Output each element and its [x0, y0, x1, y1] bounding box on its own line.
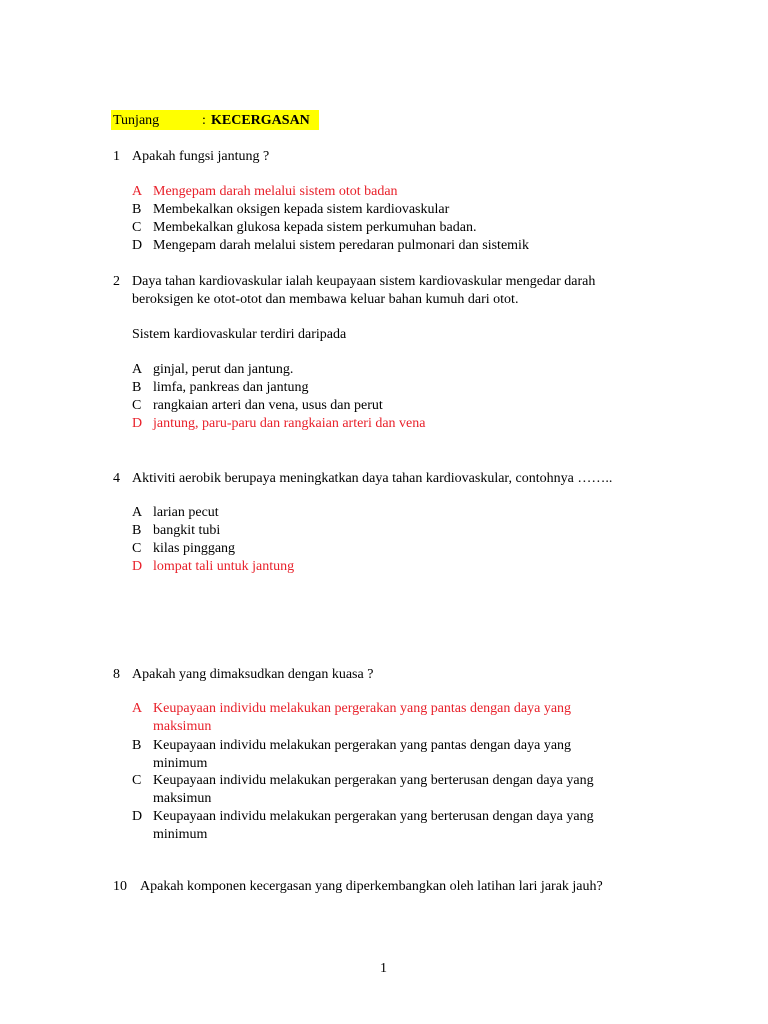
- option-letter: B: [132, 380, 142, 395]
- option-text: Mengepam darah melalui sistem otot badan: [153, 184, 398, 199]
- question-sub-stem: Sistem kardiovaskular terdiri daripada: [132, 327, 347, 342]
- option-text: rangkaian arteri dan vena, usus dan perut: [153, 398, 383, 413]
- option-text: larian pecut: [153, 505, 219, 520]
- option-letter: A: [132, 184, 143, 199]
- question-stem: beroksigen ke otot-otot dan membawa keluar bahan kumuh dari otot.: [132, 292, 519, 307]
- option-text: kilas pinggang: [153, 541, 236, 556]
- option-letter: A: [132, 362, 143, 377]
- option-letter: C: [132, 541, 142, 556]
- option-text: Keupayaan individu melakukan pergerakan yang pantas dengan daya yang: [153, 701, 572, 716]
- question-stem: Apakah yang dimaksudkan dengan kuasa ?: [132, 667, 374, 682]
- option-text: Membekalkan oksigen kepada sistem kardiovaskular: [153, 202, 450, 217]
- question-number: 4: [113, 471, 120, 486]
- option-text: limfa, pankreas dan jantung: [153, 380, 309, 395]
- topic-value: KECERGASAN: [211, 113, 310, 128]
- question-number: 2: [113, 274, 120, 289]
- option-text: Keupayaan individu melakukan pergerakan yang berterusan dengan daya yang: [153, 809, 594, 824]
- option-letter: D: [132, 416, 143, 431]
- question-stem: Apakah komponen kecergasan yang diperkembangkan oleh latihan lari jarak jauh?: [140, 879, 603, 894]
- option-letter: D: [132, 559, 143, 574]
- option-letter: A: [132, 701, 143, 716]
- option-letter: B: [132, 738, 142, 753]
- option-text: Keupayaan individu melakukan pergerakan yang pantas dengan daya yang: [153, 738, 572, 753]
- question-number: 1: [113, 149, 120, 164]
- option-text: minimum: [153, 827, 208, 842]
- option-letter: D: [132, 238, 143, 253]
- option-text: minimum: [153, 756, 208, 771]
- option-text: Mengepam darah melalui sistem peredaran pulmonari dan sistemik: [153, 238, 529, 253]
- option-letter: C: [132, 398, 142, 413]
- option-text: lompat tali untuk jantung: [153, 559, 295, 574]
- option-letter: C: [132, 220, 142, 235]
- question-stem: Aktiviti aerobik berupaya meningkatkan daya tahan kardiovaskular, contohnya ……..: [132, 471, 613, 486]
- option-text: bangkit tubi: [153, 523, 221, 538]
- question-number: 10: [113, 879, 127, 894]
- option-text: maksimun: [153, 791, 212, 806]
- question-number: 8: [113, 667, 120, 682]
- option-text: ginjal, perut dan jantung.: [153, 362, 294, 377]
- question-stem: Apakah fungsi jantung ?: [132, 149, 270, 164]
- option-text: jantung, paru-paru dan rangkaian arteri dan vena: [153, 416, 426, 431]
- option-letter: B: [132, 523, 142, 538]
- option-text: Keupayaan individu melakukan pergerakan yang berterusan dengan daya yang: [153, 773, 594, 788]
- option-letter: B: [132, 202, 142, 217]
- option-letter: A: [132, 505, 143, 520]
- topic-label: Tunjang: [113, 113, 160, 128]
- question-stem: Daya tahan kardiovaskular ialah keupayaan sistem kardiovaskular mengedar darah: [132, 274, 596, 289]
- topic-separator: :: [202, 113, 206, 128]
- option-text: Membekalkan glukosa kepada sistem perkumuhan badan.: [153, 220, 477, 235]
- option-letter: C: [132, 773, 142, 788]
- option-letter: D: [132, 809, 143, 824]
- option-text: maksimun: [153, 719, 212, 734]
- page-number: 1: [380, 961, 387, 976]
